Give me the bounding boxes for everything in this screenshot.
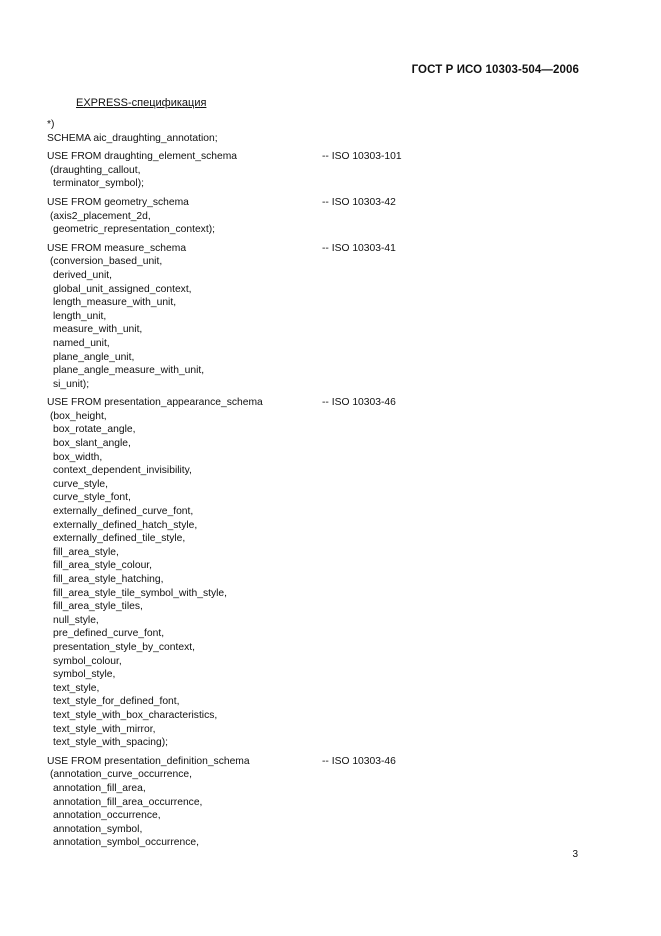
entity-item: derived_unit, xyxy=(53,269,112,281)
entity-item: curve_style, xyxy=(53,478,108,490)
entity-item: fill_area_style, xyxy=(53,546,119,558)
entity-item: terminator_symbol); xyxy=(53,178,144,190)
entity-item: text_style_with_spacing); xyxy=(53,737,169,749)
entity-item: fill_area_style_hatching, xyxy=(53,574,164,585)
use-from-line xyxy=(47,396,607,410)
entity-item: box_slant_angle, xyxy=(53,438,131,450)
use-from-statement: USE FROM presentation_appearance_schema xyxy=(47,397,263,409)
entity-item: geometric_representation_context); xyxy=(53,224,215,236)
entity-item: global_unit_assigned_context, xyxy=(53,283,192,295)
entity-item: presentation_style_by_context, xyxy=(53,641,195,653)
schema-declaration: SCHEMA aic_draughting_annotation; xyxy=(47,132,218,144)
entity-item: annotation_fill_area_occurrence, xyxy=(53,796,203,808)
entity-item: (axis2_placement_2d, xyxy=(50,210,151,222)
entity-item: (annotation_curve_occurrence, xyxy=(50,769,192,781)
entity-item: text_style, xyxy=(53,682,100,694)
entity-item: length_unit, xyxy=(53,310,107,322)
entity-item: symbol_style, xyxy=(53,669,116,681)
entity-item: symbol_colour, xyxy=(53,655,122,667)
entity-item: measure_with_unit, xyxy=(53,324,143,336)
use-from-statement: USE FROM presentation_definition_schema xyxy=(47,755,250,767)
iso-reference: -- ISO 10303-101 xyxy=(322,151,402,163)
entity-item: (conversion_based_unit, xyxy=(50,256,163,268)
use-from-statement: USE FROM measure_schema xyxy=(47,242,187,254)
entity-item: text_style_for_defined_font, xyxy=(53,696,180,708)
entity-item: box_rotate_angle, xyxy=(53,424,136,436)
use-from-line xyxy=(47,242,607,256)
document-header: ГОСТ Р ИСО 10303-504—2006 xyxy=(411,64,579,76)
iso-reference: -- ISO 10303-46 xyxy=(322,397,396,409)
entity-item: box_width, xyxy=(53,451,103,463)
entity-item: (box_height, xyxy=(50,410,107,422)
iso-reference: -- ISO 10303-41 xyxy=(322,242,396,254)
entity-item: annotation_occurrence, xyxy=(53,810,161,822)
entity-item: curve_style_font, xyxy=(53,492,131,504)
entity-item: fill_area_style_tile_symbol_with_style, xyxy=(53,587,227,599)
entity-item: annotation_fill_area, xyxy=(53,782,146,794)
section-title: EXPRESS-спецификация xyxy=(76,97,207,109)
use-from-statement: USE FROM draughting_element_schema xyxy=(47,151,238,163)
use-from-line xyxy=(47,755,607,769)
entity-item: fill_area_style_colour, xyxy=(53,560,153,572)
entity-item: externally_defined_tile_style, xyxy=(53,533,186,545)
page-number: 3 xyxy=(572,849,578,860)
entity-item: text_style_with_mirror, xyxy=(53,723,156,735)
iso-reference: -- ISO 10303-42 xyxy=(322,196,396,208)
express-code-body xyxy=(47,118,607,850)
entity-item: null_style, xyxy=(53,614,99,626)
use-from-line xyxy=(47,196,607,210)
entity-item: annotation_symbol, xyxy=(53,823,143,835)
use-from-statement: USE FROM geometry_schema xyxy=(47,196,189,208)
use-from-blocks xyxy=(47,145,607,850)
comment-marker: *) xyxy=(47,119,55,130)
entity-item: length_measure_with_unit, xyxy=(53,297,177,309)
entity-item: annotation_symbol_occurrence, xyxy=(53,837,199,849)
use-from-line xyxy=(47,150,607,164)
entity-item: text_style_with_box_characteristics, xyxy=(53,709,218,721)
entity-item: plane_angle_unit, xyxy=(53,351,135,363)
iso-reference: -- ISO 10303-46 xyxy=(322,755,396,767)
entity-item: fill_area_style_tiles, xyxy=(53,601,143,613)
entity-item: si_unit); xyxy=(53,378,90,390)
entity-item: externally_defined_curve_font, xyxy=(53,506,194,518)
entity-item: externally_defined_hatch_style, xyxy=(53,519,198,531)
entity-item: named_unit, xyxy=(53,337,110,349)
entity-item: context_dependent_invisibility, xyxy=(53,465,192,477)
entity-item: (draughting_callout, xyxy=(50,164,141,176)
entity-item: pre_defined_curve_font, xyxy=(53,628,165,640)
entity-item: plane_angle_measure_with_unit, xyxy=(53,365,205,377)
